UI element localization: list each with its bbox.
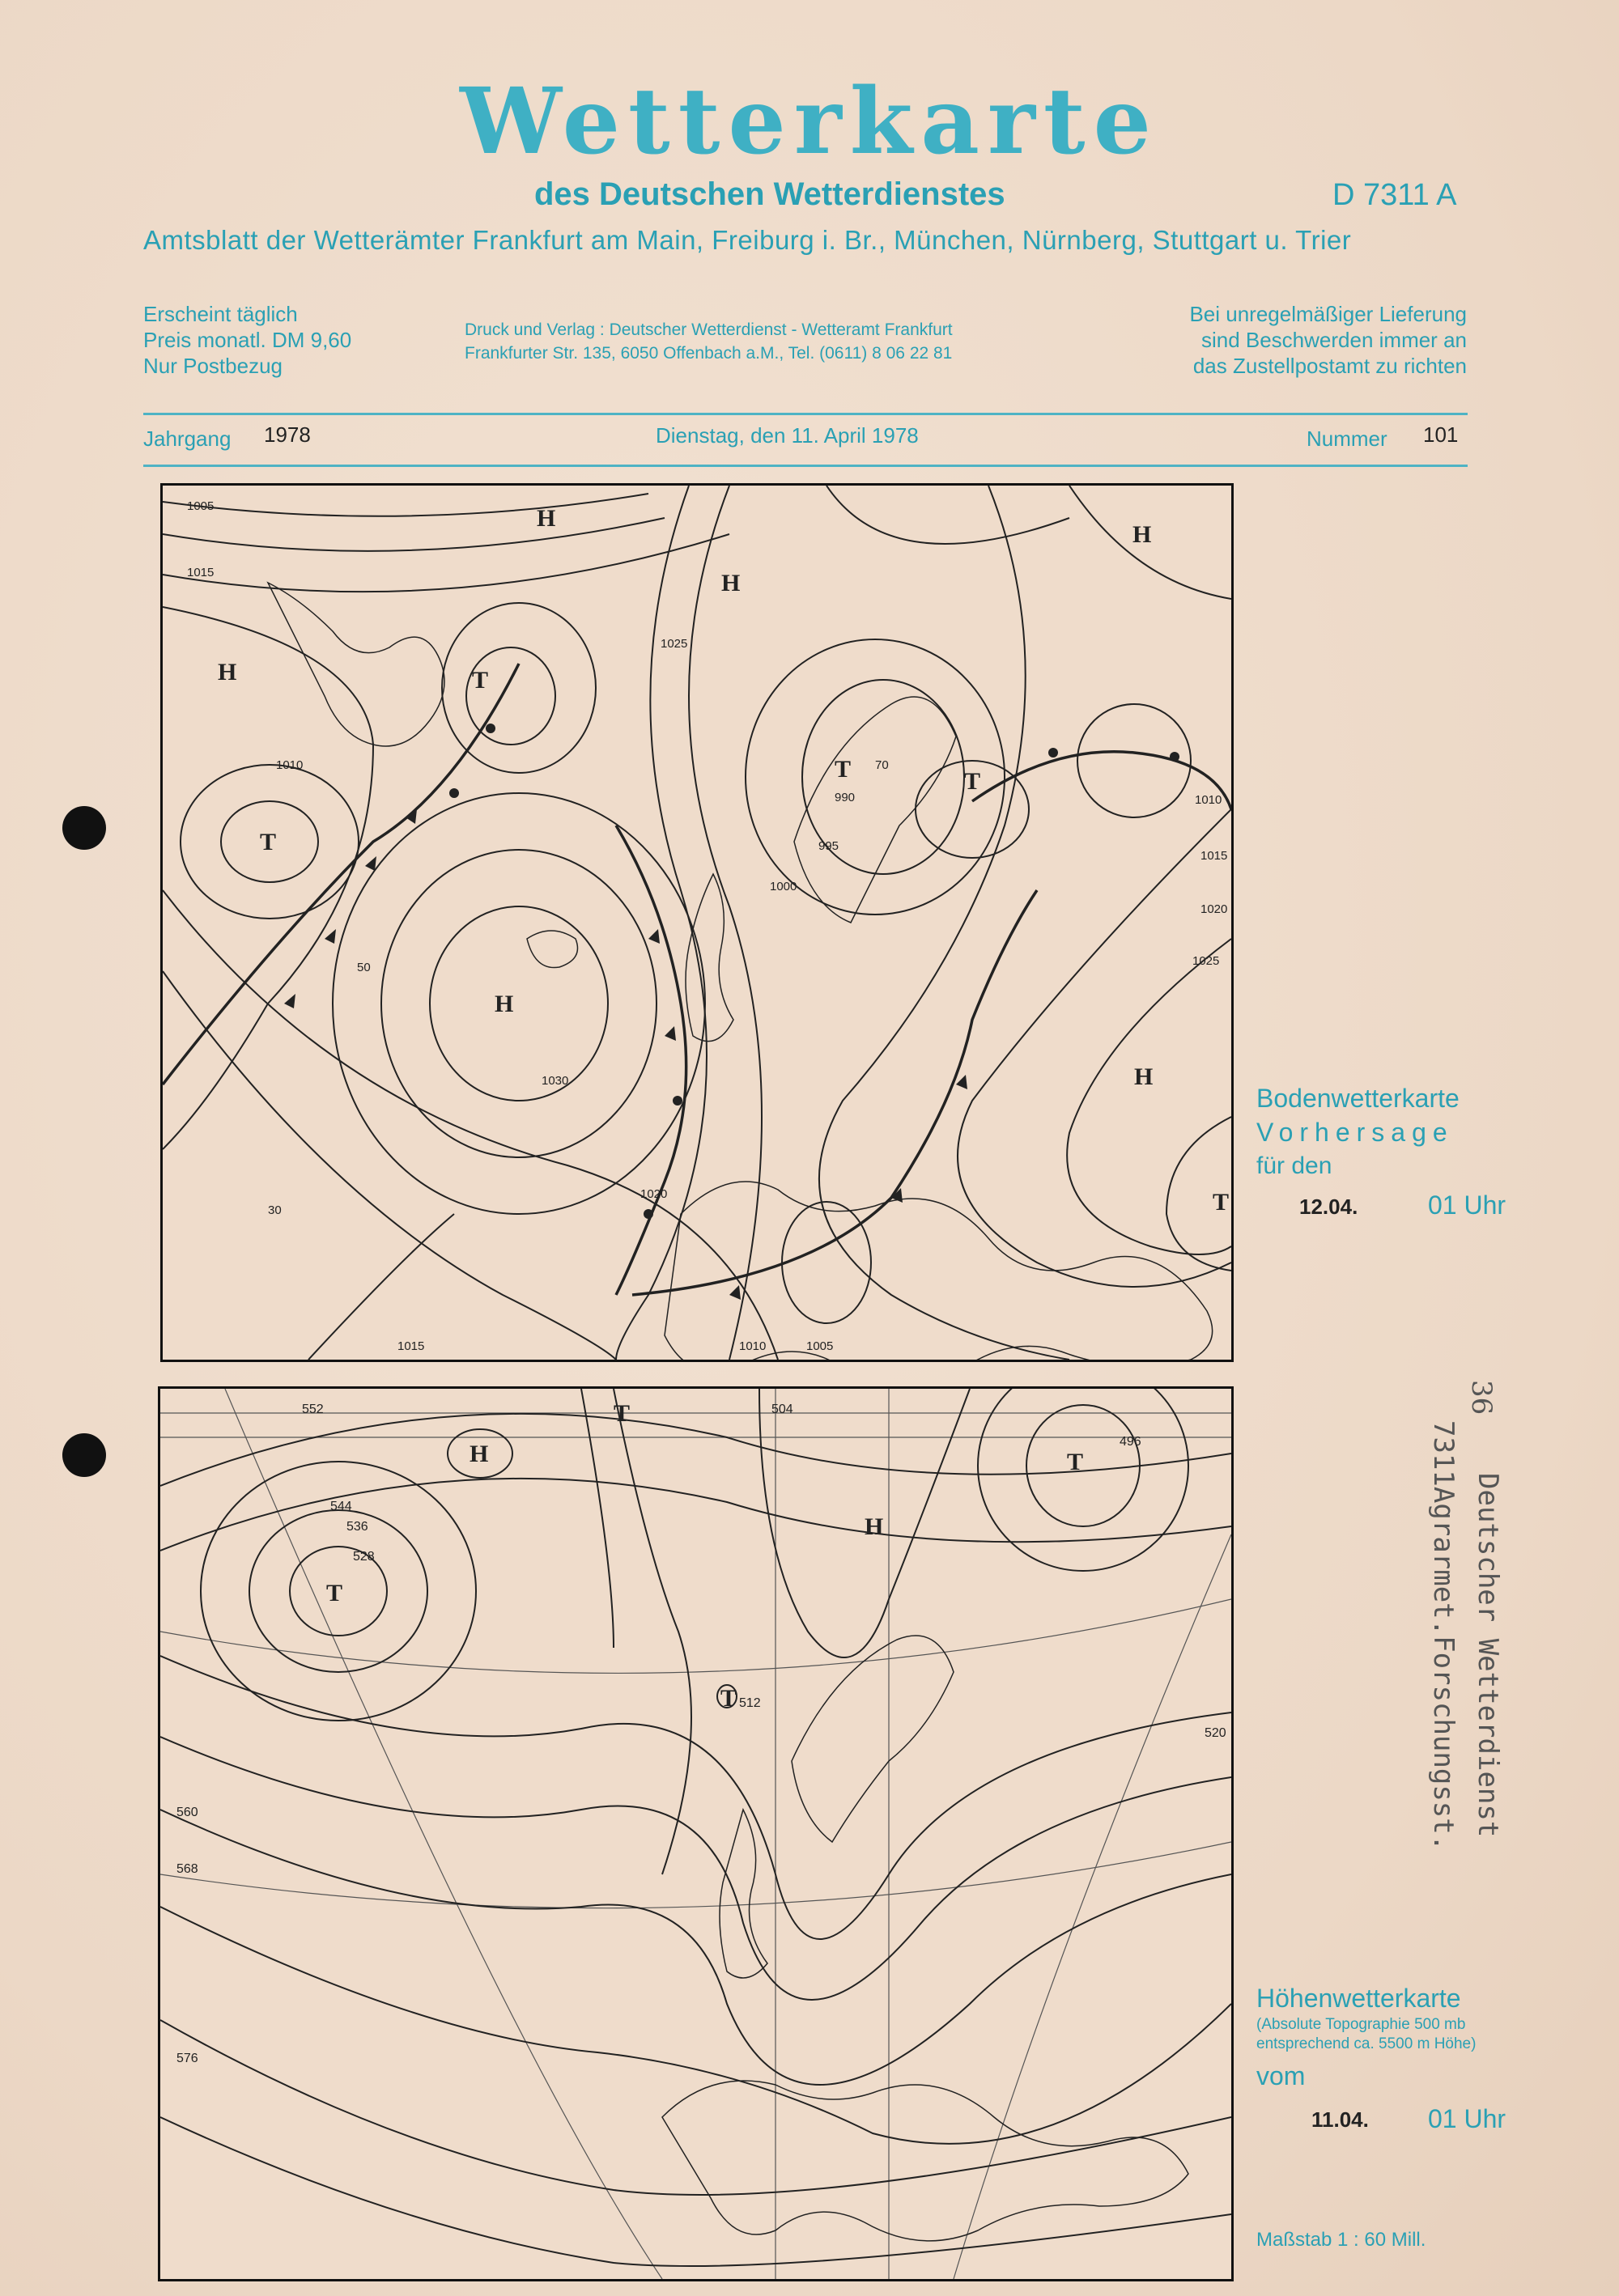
contour-value: 536	[346, 1520, 368, 1534]
info-center-line: Druck und Verlag : Deutscher Wetterdienst - Wetteramt Frankfurt	[465, 320, 953, 339]
contour-value: 512	[739, 1696, 761, 1710]
greenland-coast	[268, 583, 444, 746]
isobar-value: 1020	[640, 1187, 668, 1201]
high-label: H	[218, 659, 237, 685]
info-left-line: Nur Postbezug	[143, 354, 283, 378]
map2-caption-sub-line: entsprechend ca. 5500 m Höhe)	[1256, 2035, 1477, 2052]
map2-caption-sub	[1256, 2015, 1476, 2054]
info-right	[1133, 301, 1467, 379]
publication-code: D 7311 A	[1332, 178, 1457, 212]
masthead-subtitle: des Deutschen Wetterdienstes	[534, 176, 1005, 212]
map2-time: 01 Uhr	[1428, 2104, 1506, 2133]
low-label: T	[614, 1400, 631, 1427]
low-label: T	[1213, 1189, 1230, 1216]
upper-air-map	[158, 1386, 1234, 2281]
low-label: T	[835, 756, 852, 783]
isobar-value: 1010	[1195, 793, 1222, 807]
map2-caption-sub-line: (Absolute Topographie 500 mb	[1256, 2016, 1466, 2033]
map2-caption-title: Höhenwetterkarte	[1256, 1984, 1461, 2013]
high-label: H	[1132, 521, 1152, 548]
nummer-label: Nummer	[1307, 427, 1387, 451]
map1-caption	[1256, 1081, 1460, 1183]
header-rule-top	[143, 413, 1468, 415]
surface-forecast-map	[160, 483, 1234, 1362]
amtsblatt-line: Amtsblatt der Wetterämter Frankfurt am Main, Freiburg i. Br., München, Nürnberg, Stuttgart u. Trier	[143, 225, 1352, 255]
isobar-value: 1010	[739, 1339, 767, 1353]
high-label: H	[495, 991, 514, 1017]
header-rule-bottom	[143, 465, 1468, 467]
isobar-value: 995	[818, 839, 839, 853]
occluded-front-line	[616, 825, 686, 1295]
masthead-title: Wetterkarte	[460, 69, 1159, 175]
contour-value: 528	[353, 1550, 375, 1564]
contour-value: 568	[176, 1862, 198, 1876]
isobar-value: 1030	[542, 1074, 569, 1088]
isobar-value: 1025	[1192, 954, 1220, 968]
low-label: T	[720, 1685, 737, 1712]
scandinavia-coast	[792, 1636, 954, 1842]
info-center-line: Frankfurter Str. 135, 6050 Offenbach a.M., Tel. (0611) 8 06 22 81	[465, 344, 953, 363]
cold-front-line	[163, 664, 519, 1084]
contour-value: 520	[1205, 1726, 1226, 1740]
iceland-coast	[527, 931, 578, 968]
high-label: H	[721, 570, 741, 596]
map1-date: 12.04.	[1299, 1195, 1358, 1219]
upper-air-drawing	[160, 1389, 1231, 2279]
info-left-line: Erscheint täglich	[143, 302, 298, 326]
isobar-value: 990	[835, 791, 856, 804]
punch-hole-top	[62, 806, 106, 850]
high-label: H	[470, 1441, 489, 1467]
isobar-value: 1015	[397, 1339, 425, 1353]
thickness-value: 50	[357, 961, 371, 974]
thickness-value: 30	[268, 1203, 282, 1217]
contour-value: 552	[302, 1403, 324, 1416]
map2-caption-vom: vom	[1256, 2061, 1306, 2090]
issue-date: Dienstag, den 11. April 1978	[656, 423, 919, 448]
high-label: H	[1134, 1063, 1154, 1090]
punch-hole-bottom	[62, 1433, 106, 1477]
isobar-value: 1015	[187, 566, 215, 579]
map1-caption-line: Bodenwetterkarte	[1256, 1084, 1460, 1113]
info-right-line: sind Beschwerden immer an	[1200, 328, 1467, 352]
map1-caption-line: für den	[1256, 1152, 1332, 1179]
isobar-value: 1005	[187, 499, 215, 513]
info-left-line: Preis monatl. DM 9,60	[143, 328, 352, 352]
library-stamp-line2: 7311Agrarmet.Forschungsst.	[1427, 1420, 1460, 1852]
high-label: H	[537, 505, 556, 532]
map2-date: 11.04.	[1311, 2107, 1369, 2132]
map1-time: 01 Uhr	[1428, 1190, 1506, 1220]
nummer-value: 101	[1423, 422, 1459, 447]
isobar-value: 1010	[276, 758, 304, 772]
surface-isobar-drawing	[163, 486, 1231, 1360]
contour-value: 576	[176, 2052, 198, 2065]
isobar-value: 1000	[770, 880, 797, 893]
handwritten-number: 36	[1465, 1380, 1498, 1415]
contour-value: 504	[771, 1403, 793, 1416]
isobar-value: 1005	[806, 1339, 834, 1353]
europe-coast	[662, 2081, 1188, 2241]
jahrgang-value: 1978	[264, 422, 311, 447]
scandinavia-coast	[794, 697, 956, 923]
thickness-value: 70	[875, 758, 889, 772]
low-label: T	[964, 768, 981, 795]
high-label: H	[865, 1513, 884, 1540]
low-label: T	[1067, 1449, 1084, 1475]
isobar-value: 1025	[661, 637, 688, 651]
contour-value: 544	[330, 1500, 352, 1513]
isobar-value: 1020	[1200, 902, 1228, 916]
british-isles-coast	[720, 1810, 767, 1978]
map-scale: Maßstab 1 : 60 Mill.	[1256, 2229, 1426, 2251]
info-right-line: Bei unregelmäßiger Lieferung	[1189, 302, 1467, 326]
info-right-line: das Zustellpostamt zu richten	[1192, 354, 1467, 378]
contour-value: 560	[176, 1806, 198, 1819]
low-label: T	[260, 829, 277, 855]
info-center	[465, 318, 953, 365]
info-left	[143, 301, 351, 379]
map1-caption-line: Vorhersage	[1256, 1118, 1454, 1147]
contour-value: 496	[1120, 1435, 1141, 1449]
jahrgang-label: Jahrgang	[143, 427, 232, 451]
isobar-value: 1015	[1200, 849, 1228, 863]
low-label: T	[326, 1580, 343, 1606]
library-stamp-line1: Deutscher Wetterdienst	[1472, 1473, 1504, 1838]
low-label: T	[472, 667, 489, 694]
europe-coast	[665, 1182, 1213, 1360]
